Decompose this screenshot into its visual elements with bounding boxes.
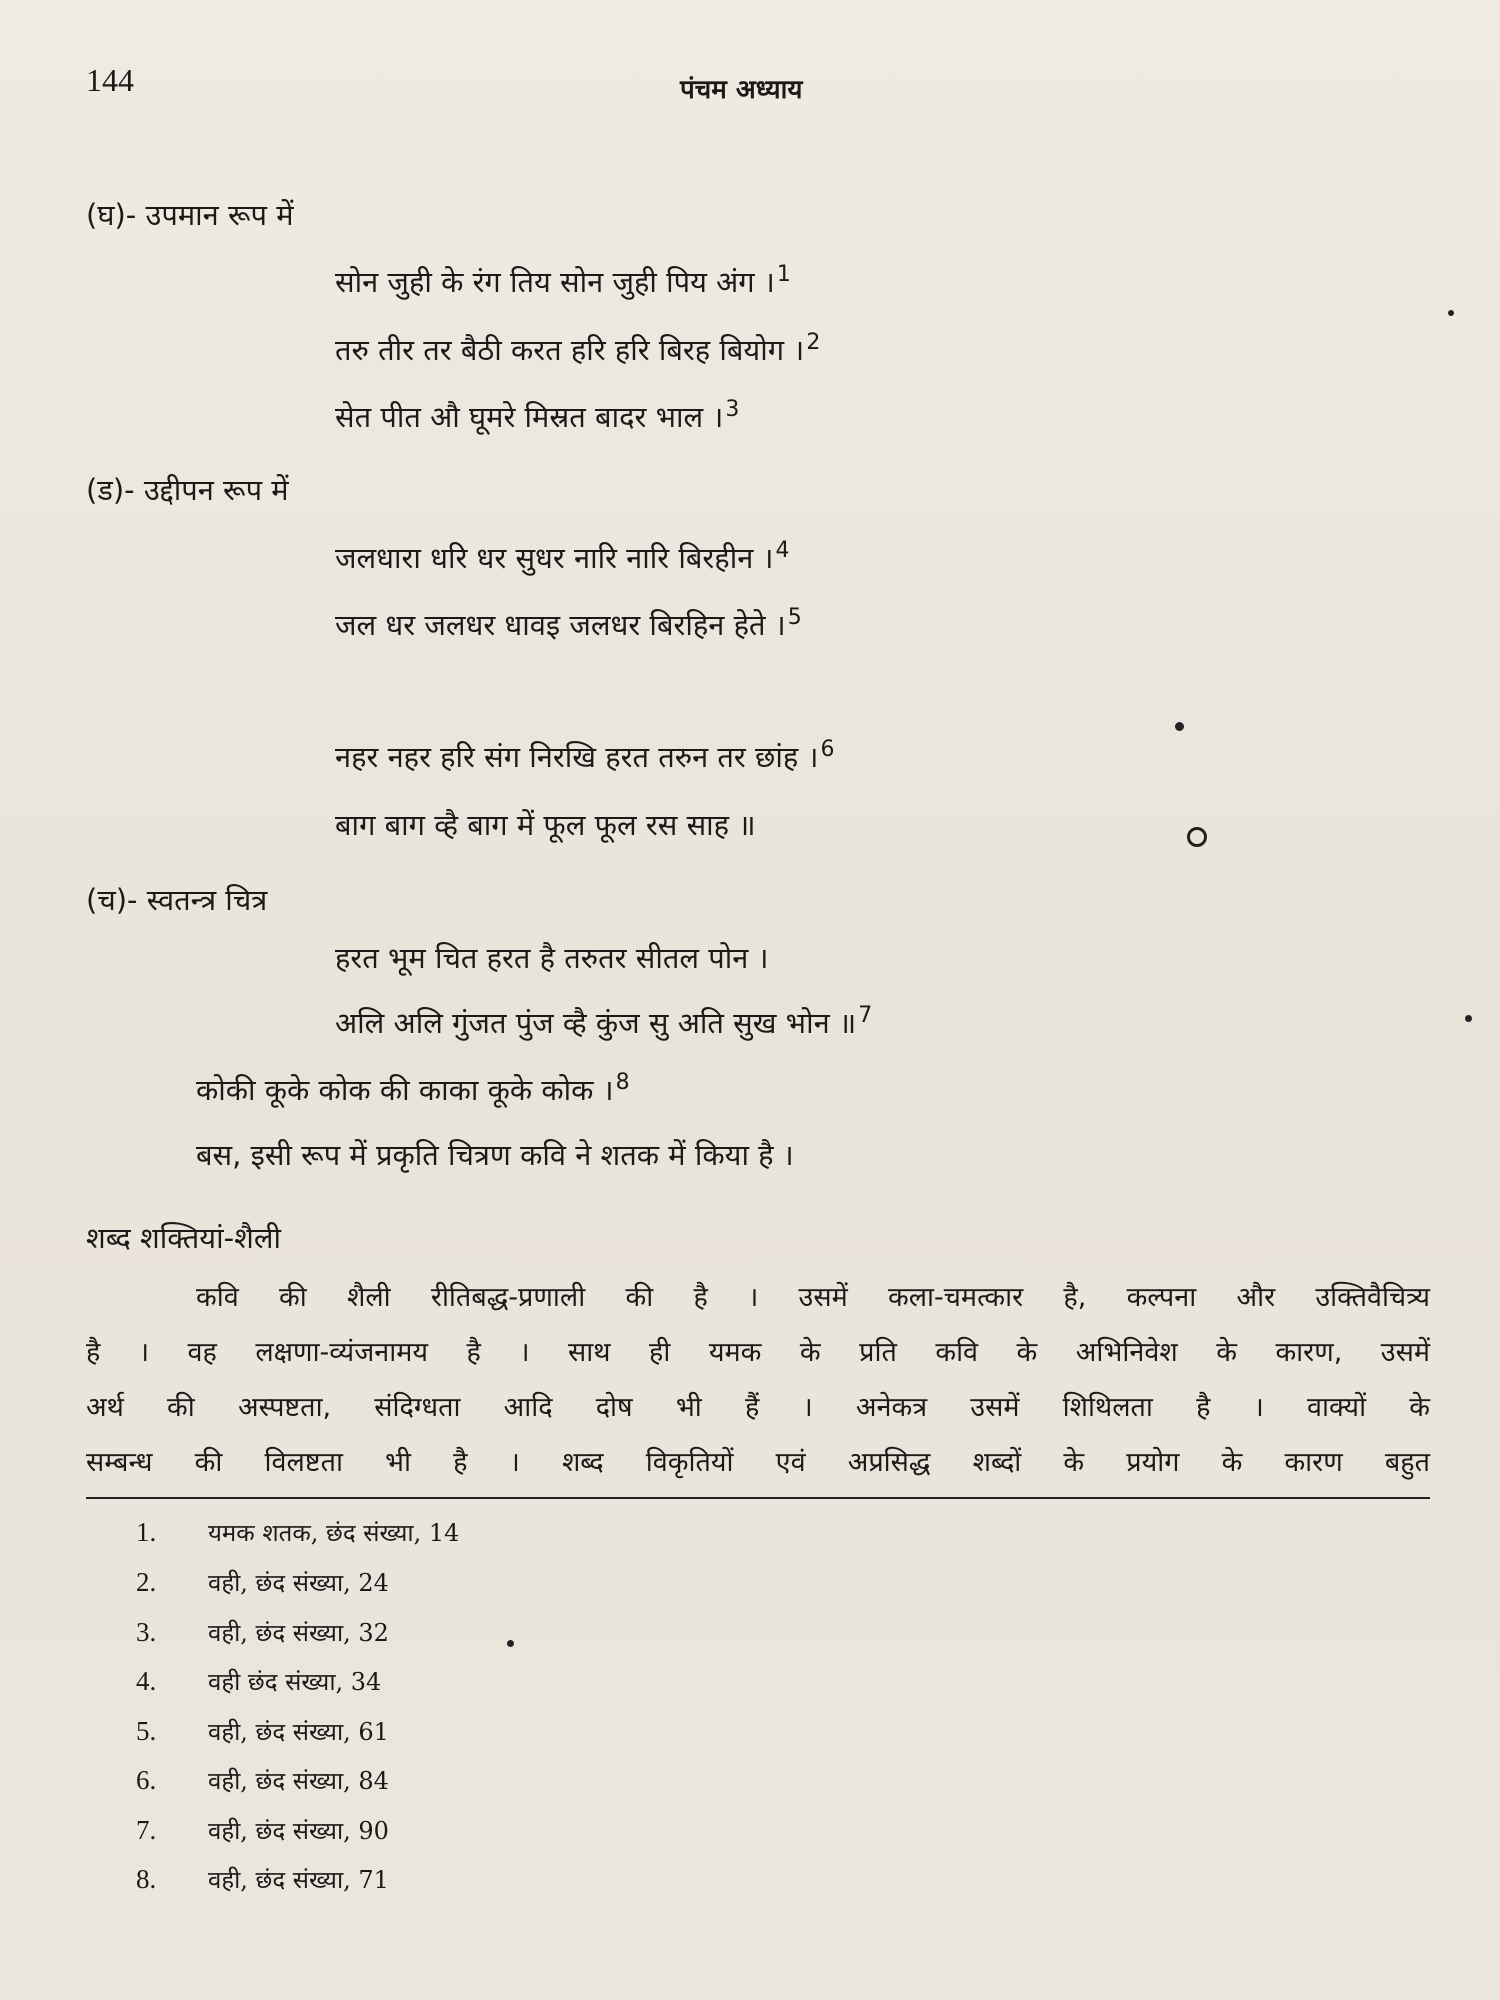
paragraph-line: कवि की शैली रीतिबद्ध-प्रणाली की है । उसमें कला-चमत्कार है, कल्पना और उक्तिवैचित्र्य <box>196 1282 1430 1313</box>
section-heading-upamana: (घ)- उपमान रूप में <box>86 198 294 232</box>
footnote-item: 2. वही, छंद संख्या, 24 <box>136 1567 389 1597</box>
verse-line: जलधारा धरि धर सुधर नारि नारि बिरहीन ।$^4$ <box>335 538 790 575</box>
ink-speck <box>507 1640 514 1647</box>
ink-speck <box>1448 310 1454 316</box>
verse-line: तरु तीर तर बैठी करत हरि हरि बिरह बियोग ।$^2$ <box>335 330 821 367</box>
section-heading-uddipan: (ड)- उद्दीपन रूप में <box>86 473 289 507</box>
footnote-item: 1. यमक शतक, छंद संख्या, 14 <box>136 1517 460 1547</box>
ink-speck <box>1465 1015 1472 1022</box>
verse-line: जल धर जलधर धावइ जलधर बिरहिन हेते ।$^5$ <box>335 605 802 642</box>
section-heading-swatantra: (च)- स्वतन्त्र चित्र <box>86 883 268 917</box>
verse-line: अलि अलि गुंजत पुंज व्है कुंज सु अति सुख भोन ॥$^7$ <box>335 1003 873 1040</box>
paragraph-line: है । वह लक्षणा-व्यंजनामय है । साथ ही यमक के प्रति कवि के अभिनिवेश के कारण, उसमें <box>86 1337 1430 1368</box>
verse-line: कोकी कूके कोक की काका कूके कोक ।$^8$ <box>196 1070 630 1107</box>
verse-line: सोन जुही के रंग तिय सोन जुही पिय अंग ।$^1$ <box>335 262 791 299</box>
body-paragraph <box>86 1270 1430 1490</box>
verse-line: नहर नहर हरि संग निरखि हरत तरुन तर छांह ।$^6$ <box>335 737 835 774</box>
ink-speck <box>1175 722 1184 731</box>
footnote-item: 7. वही, छंद संख्या, 90 <box>136 1815 389 1845</box>
page-number: 144 <box>86 62 134 98</box>
footnote-item: 5. वही, छंद संख्या, 61 <box>136 1716 389 1746</box>
footnote-item: 3. वही, छंद संख्या, 32 <box>136 1617 389 1647</box>
summary-line: बस, इसी रूप में प्रकृति चित्रण कवि ने शतक में किया है । <box>196 1138 794 1172</box>
section-heading-shaili: शब्द शक्तियां-शैली <box>86 1221 281 1255</box>
footnote-item: 8. वही, छंद संख्या, 71 <box>136 1864 389 1894</box>
verse-line: हरत भूम चित हरत है तरुतर सीतल पोन । <box>335 941 769 975</box>
verse-line: सेत पीत औ घूमरे मिस्रत बादर भाल ।$^3$ <box>335 397 740 434</box>
footnote-item: 6. वही, छंद संख्या, 84 <box>136 1765 389 1795</box>
chapter-title: पंचम अध्याय <box>680 75 803 105</box>
ink-ring <box>1187 827 1207 847</box>
paragraph-line: सम्बन्ध की विलष्टता भी है । शब्द विकृतियों एवं अप्रसिद्ध शब्दों के प्रयोग के कारण बहुत <box>86 1447 1430 1478</box>
verse-line: बाग बाग व्है बाग में फूल फूल रस साह ॥ <box>335 808 756 842</box>
paragraph-line: अर्थ की अस्पष्टता, संदिग्धता आदि दोष भी हैं । अनेकत्र उसमें शिथिलता है । वाक्यों के <box>86 1392 1430 1423</box>
footnote-divider <box>86 1497 1430 1499</box>
bleed-through-text <box>350 38 358 68</box>
footnote-item: 4. वही छंद संख्या, 34 <box>136 1666 382 1696</box>
